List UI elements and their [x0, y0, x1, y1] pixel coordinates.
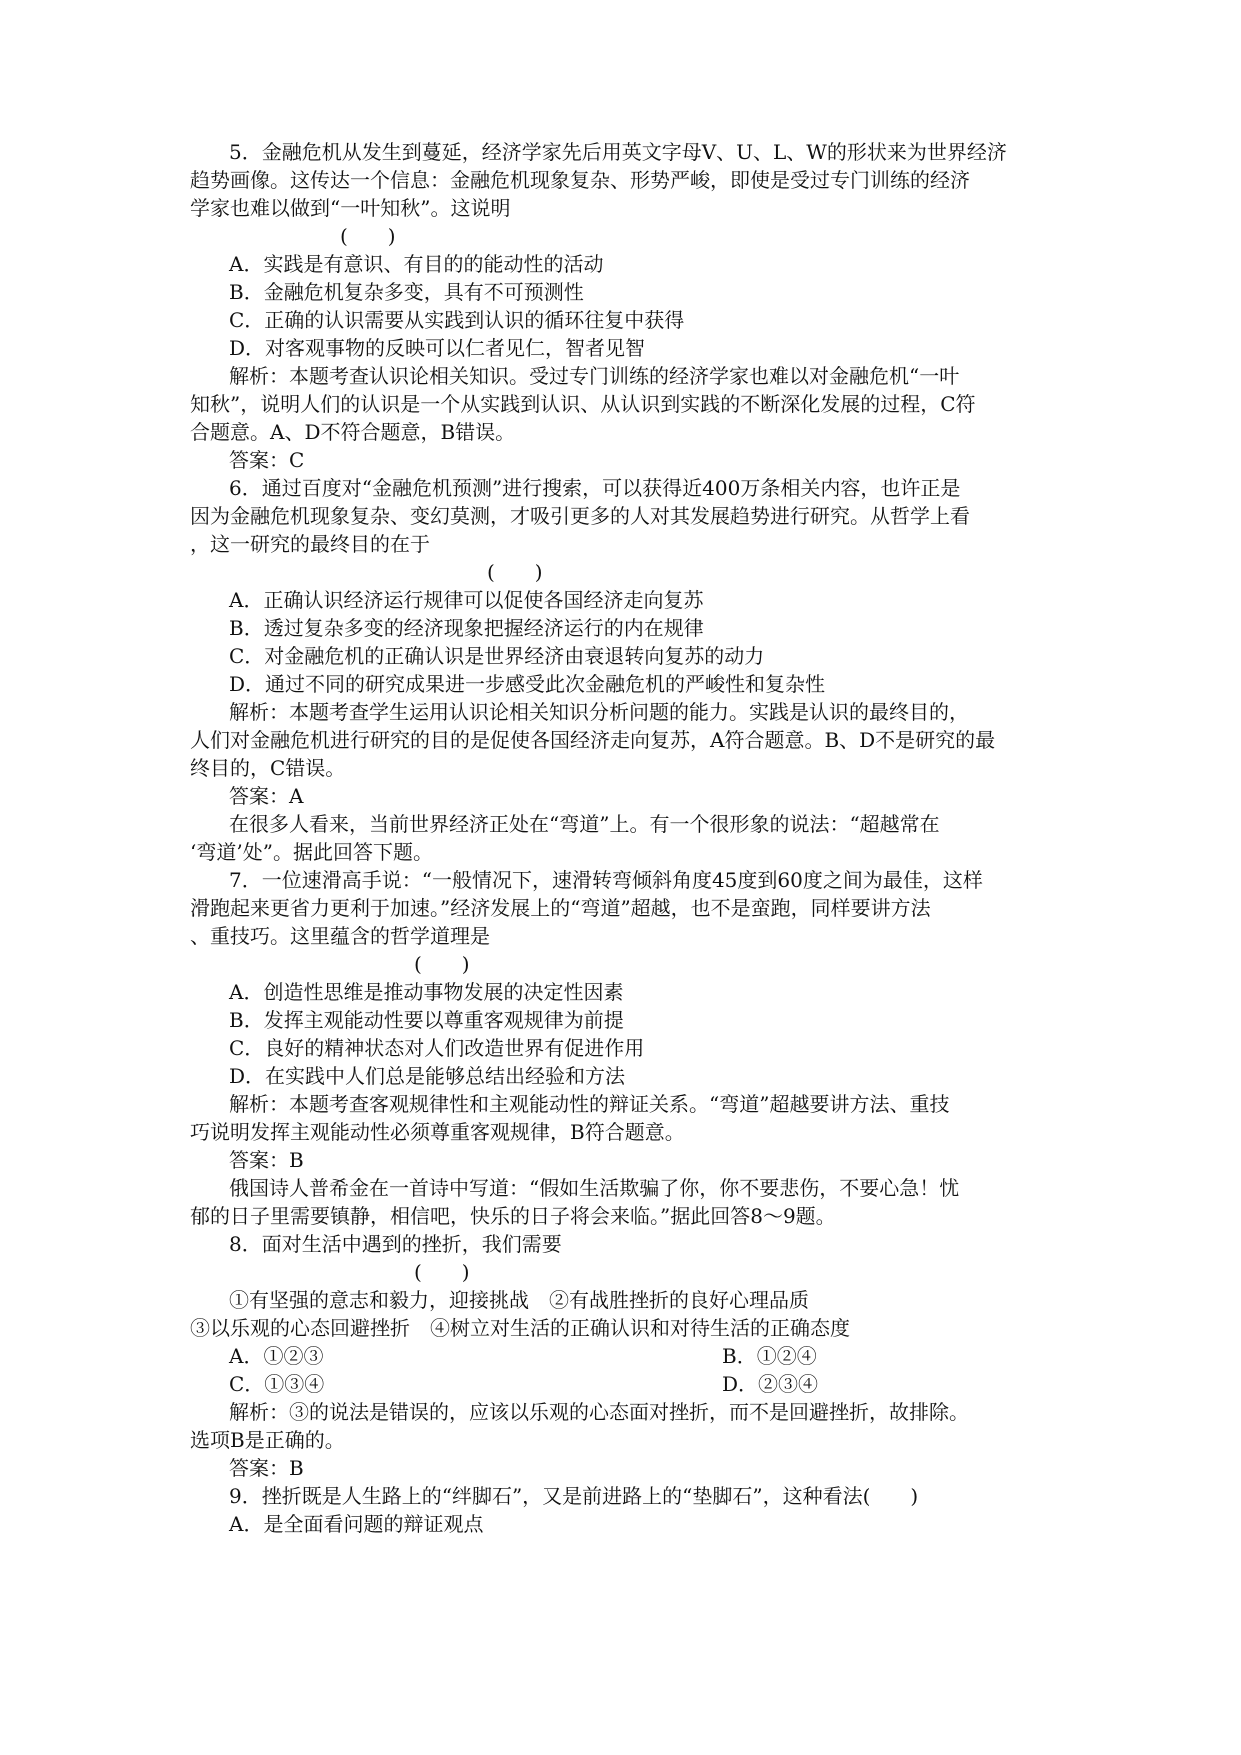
q7-option-d: D．在实践中人们总是能够总结出经验和方法 [229, 1064, 626, 1088]
q7-analysis-line-2: 巧说明发挥主观能动性必须尊重客观规律，B符合题意。 [190, 1120, 685, 1144]
q5-answer: 答案：C [229, 448, 305, 472]
q7-answer: 答案：B [229, 1148, 304, 1172]
q6-analysis-line-2: 人们对金融危机进行研究的目的是促使各国经济走向复苏，A符合题意。B、D不是研究的最 [190, 728, 996, 752]
q5-option-c: C．正确的认识需要从实践到认识的循环往复中获得 [229, 308, 685, 332]
q8-option-b: B．①②④ [722, 1344, 817, 1368]
q6-analysis-line-1: 解析：本题考查学生运用认识论相关知识分析问题的能力。实践是认识的最终目的， [229, 700, 969, 724]
q8-option-d: D．②③④ [722, 1372, 819, 1396]
q8-items-line-1: ①有坚强的意志和毅力，迎接挑战 ②有战胜挫折的良好心理品质 [229, 1288, 809, 1312]
q5-analysis-line-1: 解析：本题考查认识论相关知识。受过专门训练的经济学家也难以对金融危机“一叶 [229, 364, 960, 388]
q5-option-a: A．实践是有意识、有目的的能动性的活动 [229, 252, 604, 276]
q8-analysis-line-2: 选项B是正确的。 [190, 1428, 345, 1452]
material-7-line-1: 在很多人看来，当前世界经济正处在“弯道”上。有一个很形象的说法：“超越常在 [229, 812, 940, 836]
q6-option-d: D．通过不同的研究成果进一步感受此次金融危机的严峻性和复杂性 [229, 672, 826, 696]
q7-analysis-line-1: 解析：本题考查客观规律性和主观能动性的辩证关系。“弯道”超越要讲方法、重技 [229, 1092, 950, 1116]
q7-option-c: C．良好的精神状态对人们改造世界有促进作用 [229, 1036, 645, 1060]
q8-answer-blank: ( ) [414, 1260, 470, 1284]
q8-option-a: A．①②③ [229, 1344, 324, 1368]
q5-stem-line-3: 学家也难以做到“一叶知秋”。这说明 [190, 196, 511, 220]
q6-answer: 答案：A [229, 784, 304, 808]
q6-option-c: C．对金融危机的正确认识是世界经济由衰退转向复苏的动力 [229, 644, 765, 668]
q9-option-a: A．是全面看问题的辩证观点 [229, 1512, 484, 1536]
q9-stem-line-1: 9．挫折既是人生路上的“绊脚石”，又是前进路上的“垫脚石”，这种看法( ) [229, 1484, 919, 1508]
material-7-line-2: ‘弯道’处”。据此回答下题。 [190, 840, 433, 864]
q6-stem-line-1: 6．通过百度对“金融危机预测”进行搜索，可以获得近400万条相关内容，也许正是 [229, 476, 961, 500]
q8-stem-line-1: 8．面对生活中遇到的挫折，我们需要 [229, 1232, 562, 1256]
q6-option-b: B．透过复杂多变的经济现象把握经济运行的内在规律 [229, 616, 704, 640]
q6-analysis-line-3: 终目的，C错误。 [190, 756, 346, 780]
q8-option-c: C．①③④ [229, 1372, 325, 1396]
q6-stem-line-3: ，这一研究的最终目的在于 [190, 532, 430, 556]
q7-stem-line-1: 7．一位速滑高手说：“一般情况下，速滑转弯倾斜角度45度到60度之间为最佳，这样 [229, 868, 983, 892]
q5-option-d: D．对客观事物的反映可以仁者见仁，智者见智 [229, 336, 646, 360]
q5-stem-line-2: 趋势画像。这传达一个信息：金融危机现象复杂、形势严峻，即使是受过专门训练的经济 [190, 168, 970, 192]
q5-stem-line-1: 5．金融危机从发生到蔓延，经济学家先后用英文字母V、U、L、W的形状来为世界经济 [229, 140, 1007, 164]
q5-analysis-line-2: 知秋”，说明人们的认识是一个从实践到认识、从认识到实践的不断深化发展的过程，C符 [190, 392, 976, 416]
q7-stem-line-2: 滑跑起来更省力更利于加速。”经济发展上的“弯道”超越，也不是蛮跑，同样要讲方法 [190, 896, 931, 920]
q8-items-line-2: ③以乐观的心态回避挫折 ④树立对生活的正确认识和对待生活的正确态度 [190, 1316, 850, 1340]
q8-analysis-line-1: 解析：③的说法是错误的，应该以乐观的心态面对挫折，而不是回避挫折，故排除。 [229, 1400, 969, 1424]
q7-option-a: A．创造性思维是推动事物发展的决定性因素 [229, 980, 624, 1004]
q8-answer: 答案：B [229, 1456, 304, 1480]
q5-analysis-line-3: 合题意。A、D不符合题意，B错误。 [190, 420, 516, 444]
q5-answer-blank: ( ) [340, 224, 396, 248]
q7-answer-blank: ( ) [414, 952, 470, 976]
material-8-line-1: 俄国诗人普希金在一首诗中写道：“假如生活欺骗了你，你不要悲伤，不要心急！忧 [229, 1176, 960, 1200]
material-8-line-2: 郁的日子里需要镇静，相信吧，快乐的日子将会来临。”据此回答8～9题。 [190, 1204, 836, 1228]
q7-stem-line-3: 、重技巧。这里蕴含的哲学道理是 [190, 924, 490, 948]
q6-option-a: A．正确认识经济运行规律可以促使各国经济走向复苏 [229, 588, 704, 612]
q6-answer-blank: ( ) [487, 560, 543, 584]
q6-stem-line-2: 因为金融危机现象复杂、变幻莫测，才吸引更多的人对其发展趋势进行研究。从哲学上看 [190, 504, 970, 528]
q7-option-b: B．发挥主观能动性要以尊重客观规律为前提 [229, 1008, 624, 1032]
q5-option-b: B．金融危机复杂多变，具有不可预测性 [229, 280, 584, 304]
